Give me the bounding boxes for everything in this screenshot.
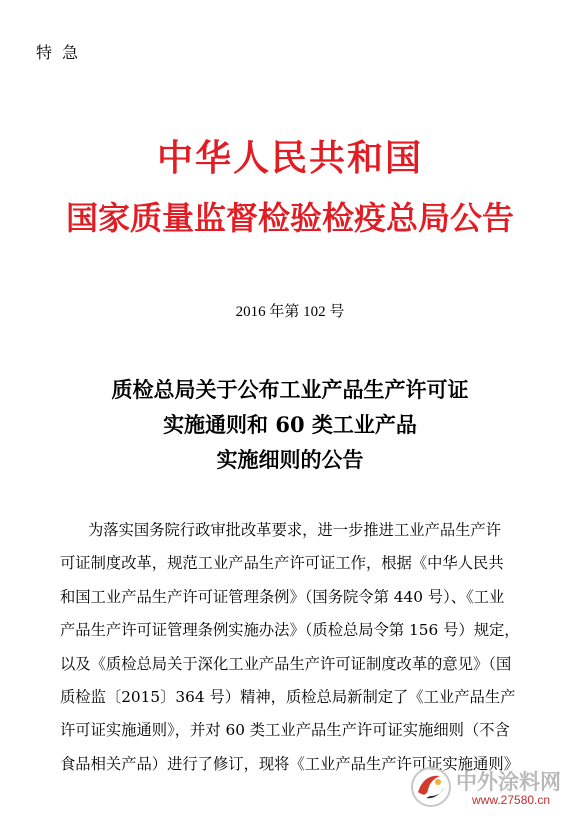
header-country-name: 中华人民共和国 [156, 138, 423, 179]
body-line: 以及《质检总局关于深化工业产品生产许可证制度改革的意见》（国 [60, 654, 512, 673]
body-line: 为落实国务院行政审批改革要求，进一步推进工业产品生产许 [88, 521, 502, 539]
urgency-label: 特急 [36, 43, 89, 62]
body-line: 食品相关产品）进行了修订，现将《工业产品生产许可证实施通则》 [60, 754, 519, 773]
title-line: 质检总局关于公布工业产品生产许可证 [111, 377, 469, 402]
watermark [410, 764, 570, 812]
document-title [0, 372, 580, 477]
brand-logo-icon [410, 766, 452, 808]
watermark-brand: 中外涂料网 [456, 770, 561, 794]
body-line: 许可证实施通则》，并对 60 类工业产品生产许可证实施细则（不含 [60, 721, 510, 740]
watermark-url: www.27580.cn [472, 793, 551, 807]
body-line: 可证制度改革，规范工业产品生产许可证工作，根据《中华人民共 [60, 554, 504, 573]
body-line: 产品生产许可证管理条例实施办法》（质检总局令第 156 号）规定， [60, 621, 520, 640]
title-line: 实施通则和 60 类工业产品 [163, 412, 417, 437]
document-number: 2016 年第 102 号 [235, 304, 345, 320]
body-line: 和国工业产品生产许可证管理条例》（国务院令第 440 号）、《工业 [60, 587, 505, 606]
title-line: 实施细则的公告 [216, 447, 364, 472]
header-agency-name: 国家质量监督检验检疫总局公告 [65, 199, 514, 237]
body-line: 质检监〔2015〕364 号）精神，质检总局新制定了《工业产品生产 [60, 688, 516, 707]
body-paragraph [60, 514, 544, 781]
